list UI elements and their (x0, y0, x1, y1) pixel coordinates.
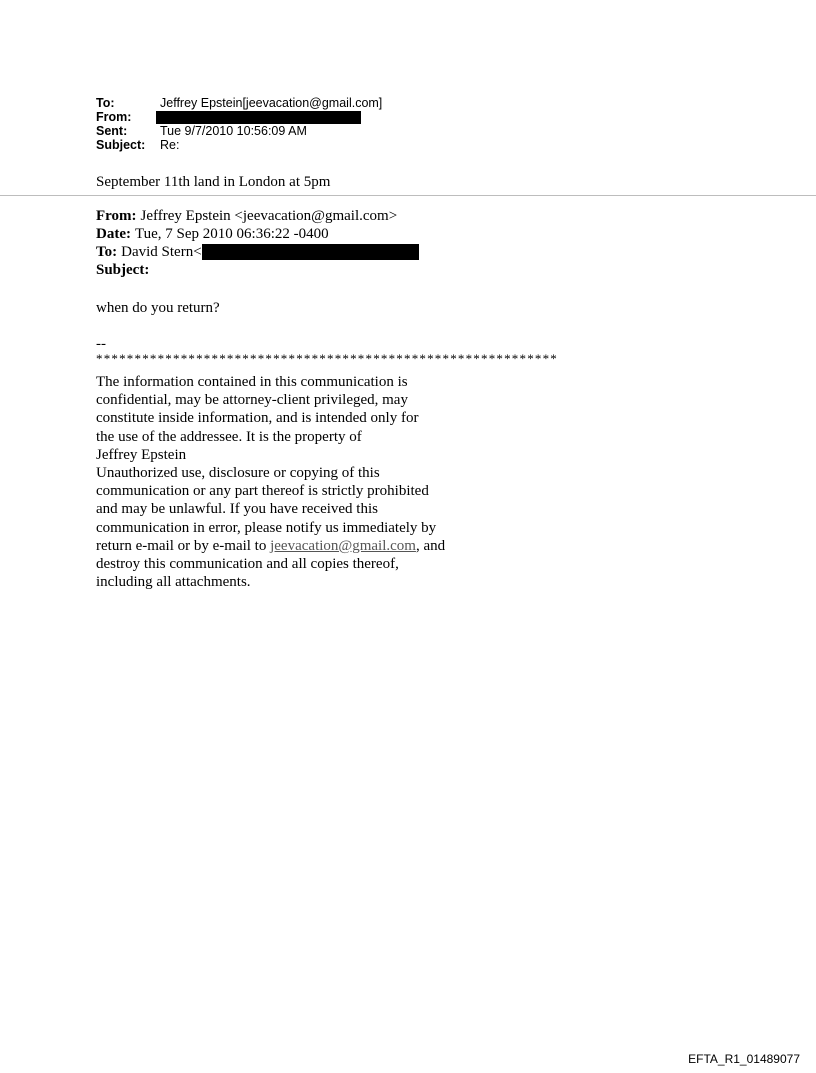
quoted-subject-label: Subject: (96, 262, 150, 278)
subject-row (96, 138, 382, 152)
return-suffix: , and (415, 537, 446, 554)
disclaimer-line: communication in error, please notify us immediately by (96, 519, 437, 536)
quoted-from-row (96, 207, 419, 225)
disclaimer-line: the use of the addressee. It is the property of (96, 428, 362, 445)
document-id: EFTA_R1_01489077 (688, 1052, 800, 1066)
disclaimer-line: Jeffrey Epstein (96, 446, 187, 463)
quoted-to-label: To: (96, 244, 118, 260)
quoted-to-row (96, 243, 419, 261)
quoted-from-value: Jeffrey Epstein <jeevacation@gmail.com> (140, 208, 398, 224)
disclaimer-line: and may be unlawful. If you have received this (96, 501, 378, 518)
quoted-from-label: From: (96, 208, 137, 224)
sent-value: Tue 9/7/2010 10:56:09 AM (160, 124, 307, 138)
quoted-to-redaction (202, 244, 419, 260)
subject-value: Re: (160, 138, 180, 152)
signature-stars: ************************************************************ (96, 351, 558, 366)
email-link[interactable]: jeevacation@gmail.com (270, 537, 416, 554)
quoted-date-value: Tue, 7 Sep 2010 06:36:22 -0400 (134, 226, 329, 242)
disclaimer-line: communication or any part thereof is strictly prohibited (96, 483, 429, 500)
disclaimer-line: destroy this communication and all copies thereof, (96, 555, 399, 572)
quoted-date-row (96, 225, 419, 243)
reply-body: September 11th land in London at 5pm (96, 174, 331, 190)
disclaimer-line: The information contained in this communication is (96, 374, 408, 390)
return-prefix: return e-mail or by e-mail to (96, 537, 271, 554)
sent-label: Sent: (96, 124, 128, 138)
quoted-to-value: David Stern< (121, 244, 202, 260)
disclaimer-line: confidential, may be attorney-client privileged, may (96, 392, 408, 409)
quoted-header (96, 207, 419, 279)
from-label: From: (96, 110, 132, 124)
subject-label: Subject: (96, 138, 146, 152)
disclaimer-line: Unauthorized use, disclosure or copying of this (96, 464, 380, 481)
quoted-subject-row (96, 261, 419, 279)
to-row (96, 96, 382, 110)
from-row (96, 110, 382, 124)
signature-dash: -- (96, 336, 106, 352)
to-value: Jeffrey Epstein[jeevacation@gmail.com] (160, 96, 383, 110)
email-header (96, 96, 382, 152)
sent-row (96, 124, 382, 138)
disclaimer-return-line (96, 537, 516, 555)
disclaimer-line: constitute inside information, and is intended only for (96, 410, 419, 427)
divider (0, 195, 816, 196)
to-label: To: (96, 96, 115, 110)
quoted-body: when do you return? (96, 300, 220, 316)
quoted-date-label: Date: (96, 226, 131, 242)
disclaimer-line: including all attachments. (96, 574, 251, 591)
disclaimer (96, 373, 516, 591)
from-redaction (156, 111, 361, 124)
